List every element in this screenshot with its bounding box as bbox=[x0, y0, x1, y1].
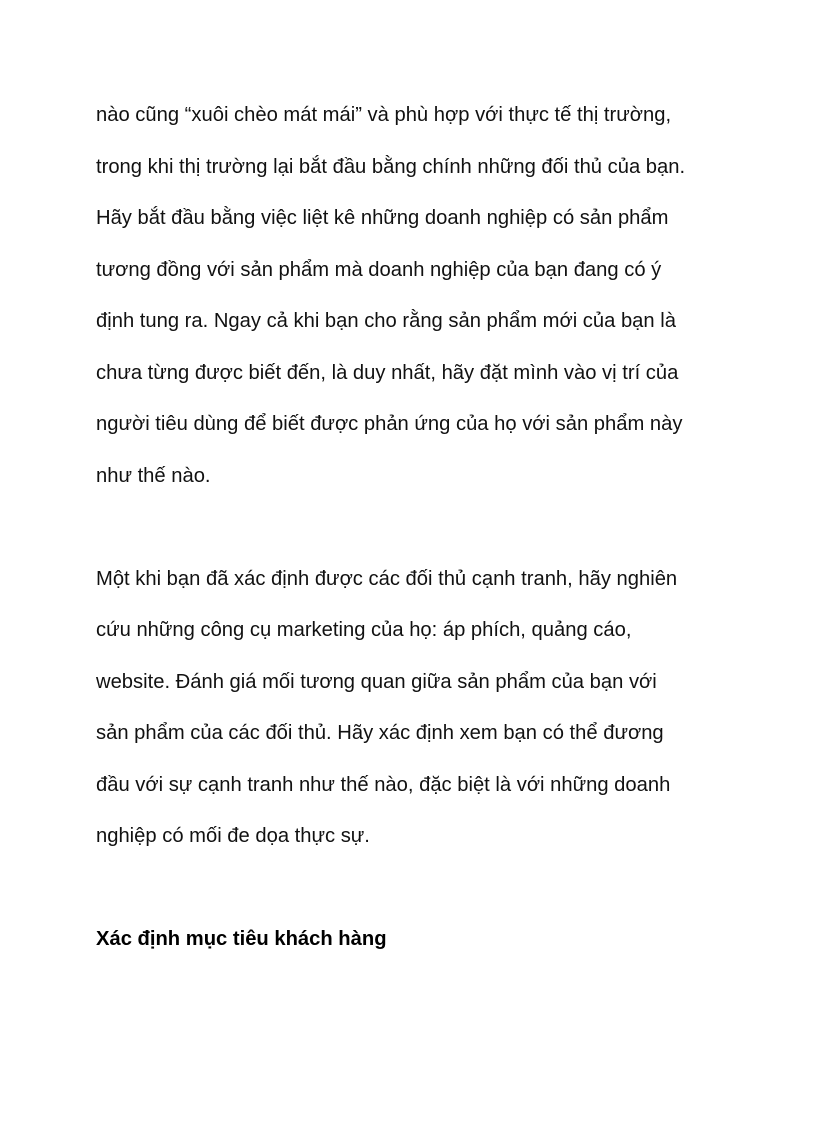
text-line: website. Đánh giá mối tương quan giữa sản phẩm của bạn với bbox=[96, 670, 657, 693]
text-line: đầu với sự cạnh tranh như thế nào, đặc biệt là với những doanh bbox=[96, 773, 671, 796]
text-line: Hãy bắt đầu bằng việc liệt kê những doanh nghiệp có sản phẩm bbox=[96, 207, 669, 229]
text-line: Một khi bạn đã xác định được các đối thủ cạnh tranh, hãy nghiên bbox=[96, 567, 678, 590]
text-line: như thế nào. bbox=[96, 464, 211, 487]
text-line: trong khi thị trường lại bắt đầu bằng chính những đối thủ của bạn. bbox=[96, 155, 686, 178]
paragraph-competitor-research bbox=[96, 554, 736, 863]
text-line: nghiệp có mối đe dọa thực sự. bbox=[96, 825, 370, 847]
text-line: chưa từng được biết đến, là duy nhất, hãy đặt mình vào vị trí của bbox=[96, 361, 679, 384]
text-line: người tiêu dùng để biết được phản ứng của họ với sản phẩm này bbox=[96, 413, 683, 435]
text-line: cứu những công cụ marketing của họ: áp phích, quảng cáo, bbox=[96, 619, 632, 641]
text-line: nào cũng “xuôi chèo mát mái” và phù hợp với thực tế thị trường, bbox=[96, 104, 672, 126]
text-line: sản phẩm của các đối thủ. Hãy xác định xem bạn có thể đương bbox=[96, 722, 664, 744]
text-line: định tung ra. Ngay cả khi bạn cho rằng sản phẩm mới của bạn là bbox=[96, 310, 676, 332]
section-heading: Xác định mục tiêu khách hàng bbox=[96, 928, 387, 950]
document-body bbox=[96, 90, 736, 966]
text-line: tương đồng với sản phẩm mà doanh nghiệp của bạn đang có ý bbox=[96, 258, 662, 281]
paragraph-competitors-intro bbox=[96, 90, 736, 502]
paragraph-spacer bbox=[96, 502, 736, 554]
paragraph-spacer bbox=[96, 863, 736, 915]
